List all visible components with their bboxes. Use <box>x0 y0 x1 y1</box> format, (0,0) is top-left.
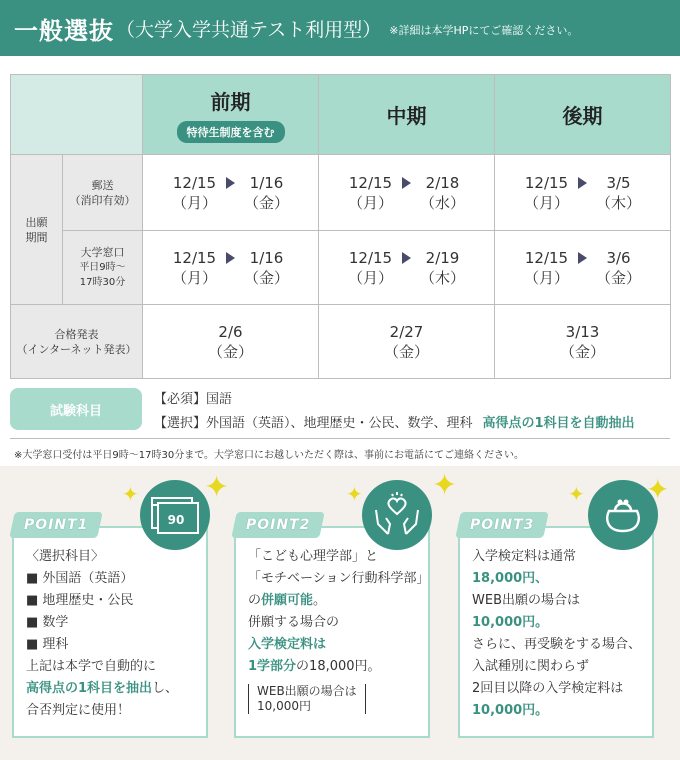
phase-name: 中期 <box>386 104 427 128</box>
counter-cell-middle <box>319 231 495 305</box>
point3-highlight: 10,000円。 <box>472 615 549 630</box>
from-day: （月） <box>523 268 569 287</box>
point2-line: 「モチベーション行動科学部」 <box>248 571 430 586</box>
point1-line: し、 <box>152 681 179 696</box>
schedule-table <box>10 74 671 379</box>
header-note: ※詳細は本学HPにてご確認ください。 <box>389 24 579 37</box>
point3-line: 入試種別に関わらず <box>472 659 590 674</box>
to-date: 1/16 <box>249 248 284 267</box>
sparkle-icon: ✦ <box>346 482 363 506</box>
phase-late <box>495 75 671 155</box>
point3-line: WEB出願の場合は <box>472 593 580 608</box>
arrow-right-icon <box>578 177 587 189</box>
points-section <box>0 466 680 760</box>
mail-label-text: 郵送 <box>91 178 114 192</box>
result-cell-early <box>143 305 319 379</box>
mail-label <box>63 155 143 231</box>
to-date: 2/19 <box>425 248 460 267</box>
point3-highlight: 18,000円、 <box>472 571 549 586</box>
web-fee-box: WEB出願の場合は 10,000円 <box>248 684 366 714</box>
counter-label <box>63 231 143 305</box>
page-header <box>0 0 680 56</box>
required-subject: 【必須】国語 <box>154 392 233 407</box>
counter-cell-late <box>495 231 671 305</box>
exam-subjects-tag: 試験科目 <box>10 388 142 430</box>
point3-card <box>458 526 654 738</box>
from-date: 12/15 <box>172 173 217 192</box>
result-cell-middle <box>319 305 495 379</box>
result-date: 2/27 <box>389 322 424 341</box>
point1-line: ■ 理科 <box>26 637 69 652</box>
point3-line: 2回目以降の入学検定料は <box>472 681 624 696</box>
arrow-right-icon <box>402 177 411 189</box>
sparkle-icon: ✦ <box>432 468 458 503</box>
point3-text <box>472 546 641 722</box>
footnote: ※大学窓口受付は平日9時～17時30分まで。大学窓口にお越しいただく際は、事前にお電話にてご連絡ください。 <box>14 450 524 461</box>
point1-line: 合否判定に使用！ <box>26 703 131 718</box>
result-day: （金） <box>559 342 605 361</box>
to-date: 3/6 <box>606 248 631 267</box>
result-label-text: 合格発表 <box>54 327 99 341</box>
point2-highlight: 1学部分 <box>248 659 297 674</box>
page-title: 一般選抜 <box>14 16 114 45</box>
phase-name: 後期 <box>562 104 603 128</box>
point3-line: 入学検定料は通常 <box>472 549 577 564</box>
counter-label-text: 大学窓口 <box>80 246 125 259</box>
counter-row <box>11 231 671 305</box>
page-subtitle: （大学入学共通テスト利用型） <box>116 18 382 41</box>
sparkle-icon: ✦ <box>122 482 139 506</box>
application-period-label: 出願 期間 <box>11 155 63 305</box>
to-day: （金） <box>596 268 642 287</box>
from-day: （月） <box>347 268 393 287</box>
point1-line: 上記は本学で自動的に <box>26 659 157 674</box>
svg-text:90: 90 <box>167 513 185 527</box>
arrow-right-icon <box>578 252 587 264</box>
point1-highlight: 高得点の1科目を抽出 <box>26 681 153 696</box>
mail-cell-middle <box>319 155 495 231</box>
point2-card <box>234 526 430 738</box>
arrow-right-icon <box>402 252 411 264</box>
point2-line: 併願する場合の <box>248 615 340 630</box>
to-date: 3/5 <box>606 173 631 192</box>
to-day: （水） <box>420 193 466 212</box>
to-date: 2/18 <box>425 173 460 192</box>
result-day: （金） <box>207 342 253 361</box>
from-date: 12/15 <box>524 248 569 267</box>
result-cell-late <box>495 305 671 379</box>
to-date: 1/16 <box>249 173 284 192</box>
from-day: （月） <box>171 193 217 212</box>
counter-cell-early <box>143 231 319 305</box>
counter-hours-2: 17時30分 <box>79 277 126 288</box>
sparkle-icon: ✦ <box>204 470 230 505</box>
point1-line: ■ 数学 <box>26 615 69 630</box>
to-day: （金） <box>244 193 290 212</box>
from-date: 12/15 <box>348 173 393 192</box>
phase-name: 前期 <box>210 90 251 114</box>
point1-card <box>12 526 208 738</box>
mail-cell-early <box>143 155 319 231</box>
result-day: （金） <box>383 342 429 361</box>
to-day: （木） <box>596 193 642 212</box>
point3-highlight: 10,000円。 <box>472 703 549 718</box>
mail-sublabel: （消印有効） <box>69 193 136 207</box>
divider <box>10 438 670 439</box>
from-date: 12/15 <box>524 173 569 192</box>
result-date: 2/6 <box>218 322 243 341</box>
point1-line: ■ 外国語（英語） <box>26 571 134 586</box>
point2-highlight: 入学検定料は <box>248 637 327 652</box>
point3-line: さらに、再受験をする場合、 <box>472 637 642 652</box>
point2-label: POINT2 <box>231 512 325 538</box>
to-day: （金） <box>244 268 290 287</box>
table-corner <box>11 75 143 155</box>
point2-text: 「こども心理学部」と 「モチベーション行動科学部」 の併願可能。 併願する場合の 入学検定料は 1学部分の18,000円。 WEB出願の場合は 10,000円 <box>248 546 429 718</box>
point1-label: POINT1 <box>9 512 103 538</box>
point2-line: 「こども心理学部」と <box>248 549 379 564</box>
elective-subjects-text: 【選択】外国語（英語）、地理歴史・公民、数学、理科 <box>154 416 473 431</box>
from-date: 12/15 <box>348 248 393 267</box>
to-day: （木） <box>420 268 466 287</box>
point1-line: 〈選択科目〉 <box>26 549 105 564</box>
phase-middle <box>319 75 495 155</box>
phase-early <box>143 75 319 155</box>
counter-hours-1: 平日9時～ <box>79 262 126 273</box>
point1-line: ■ 地理歴史・公民 <box>26 593 134 608</box>
mail-row <box>11 155 671 231</box>
point1-text <box>26 546 178 722</box>
from-day: （月） <box>171 268 217 287</box>
arrow-right-icon <box>226 252 235 264</box>
sparkle-icon: ✦ <box>568 482 585 506</box>
scholarship-badge: 特待生制度を含む <box>177 121 285 143</box>
result-label <box>11 305 143 379</box>
arrow-right-icon <box>226 177 235 189</box>
phase-header-row <box>11 75 671 155</box>
result-sublabel: （インターネット発表） <box>16 342 137 356</box>
point2-highlight: 併願可能 <box>261 593 314 608</box>
from-day: （月） <box>523 193 569 212</box>
result-date: 3/13 <box>565 322 600 341</box>
exam-subjects <box>10 386 670 432</box>
auto-select-note: 高得点の1科目を自動抽出 <box>482 416 635 431</box>
from-date: 12/15 <box>172 248 217 267</box>
calendar-90-icon <box>140 480 210 550</box>
heart-hands-icon <box>362 480 432 550</box>
result-row <box>11 305 671 379</box>
point3-label: POINT3 <box>455 512 549 538</box>
from-day: （月） <box>347 193 393 212</box>
mail-cell-late <box>495 155 671 231</box>
sparkle-icon: ✦ <box>646 473 670 506</box>
elective-subjects <box>154 412 635 431</box>
